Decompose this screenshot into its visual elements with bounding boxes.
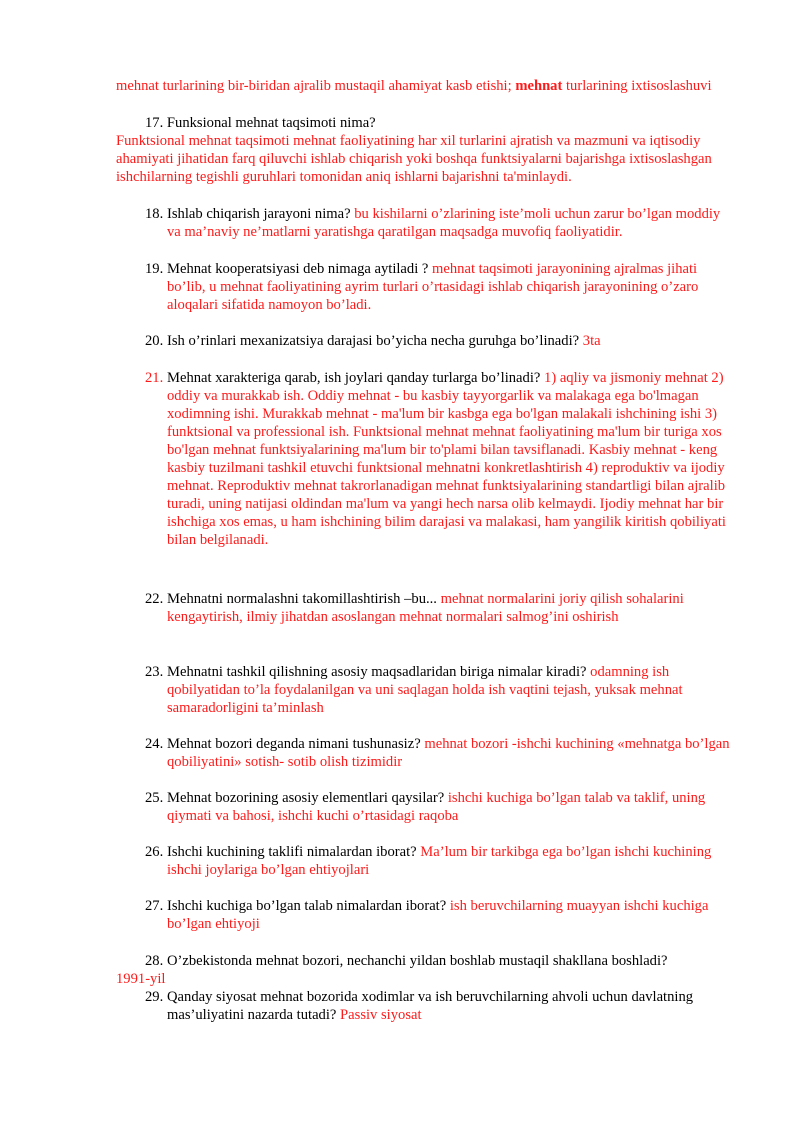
question-text: Ishlab chiqarish jarayoni nima?	[167, 206, 351, 222]
answer-text: Passiv siyosat	[340, 1007, 422, 1023]
answer-text: ishchi kuchiga bo’lgan talab va taklif, uning qiymati va bahosi, ishchi kuchi o’rtasidagi raqoba	[167, 790, 706, 824]
question-23	[167, 663, 737, 717]
question-number: 19.	[145, 261, 164, 277]
question-number: 20.	[145, 333, 164, 349]
answer-text: bu kishilarni o’zlarining iste’moli uchun zarur bo’lgan moddiy va ma’naviy ne’matlarni yaratishga qaratilgan maqsadga muvofiq faoliyatidir.	[167, 206, 721, 240]
question-18	[167, 205, 737, 241]
intro-text-1: mehnat turlarining bir-biridan ajralib mustaqil ahamiyat kasb etishi;	[116, 78, 516, 94]
answer-17: Funktsional mehnat taqsimoti mehnat faoliyatining har xil turlarini ajratish va mazmuni va iqtisodiy ahamiyati jihatidan farq qiluvchi ishlab chiqarish yoki boshqa funktsiyalarni bajarishga ixtisoslashgan ishchilarning tegishli guruhlari tomonidan aniq ishlarni bajarishni ta'minlaydi.	[116, 133, 712, 185]
answer-text: 3ta	[582, 333, 601, 349]
question-number: 22.	[145, 591, 164, 607]
question-text: Mehnat bozorining asosiy elementlari qaysilar?	[167, 790, 445, 806]
answer-text: 1) aqliy va jismoniy mehnat 2) oddiy va murakkab ish. Oddiy mehnat - bu kasbiy tayyorgarlik va malakaga ega bo'lmagan xodimning ishi. Murakkab mehnat - ma'lum bir kasbga ega bo'lgan malakali ishchining ishi 3) funktsional va professional ish. Funktsional mehnat mehnat faoliyatining ma'lum bir turiga xos bo'lgan mehnat funktsiyalarining ma'lum bir to'plami bilan tavsiflanadi. Kasbiy mehnat - keng kasbiy tuzilmani tashkil etuvchi funktsional mehnatni konkretlashtirish 4) reproduktiv va ijodiy mehnat. Reproduktiv mehnat takrorlanadigan mehnat funktsiyalarining standartligi bilan ajralib turadi, uning natijasi oldindan ma'lum va yangi hech narsa olib kelmaydi. Ijodiy mehnat har bir ishchiga xos emas, u ham ishchining bilim darajasi va malakasi, ham yangilik kiritish qobiliyati bilan belgilanadi.	[167, 370, 726, 548]
answer-text: mehnat taqsimoti jarayonining ajralmas jihati bo’lib, u mehnat faoliyatining ayrim turlari o’rtasidagi ishlab chiqarish jarayonining o’zaro aloqalari sifatida namoyon bo’ladi.	[167, 261, 699, 313]
question-20	[167, 332, 737, 350]
question-19	[167, 260, 737, 314]
question-number: 23.	[145, 664, 164, 680]
question-text: Mehnat bozori deganda nimani tushunasiz?	[167, 736, 421, 752]
question-number: 25.	[145, 790, 164, 806]
question-number: 26.	[145, 844, 164, 860]
question-29	[167, 988, 717, 1024]
intro-bold-word: mehnat	[515, 78, 563, 94]
question-text: Ishchi kuchiga bo’lgan talab nimalardan iborat?	[167, 898, 447, 914]
answer-text: Ma’lum bir tarkibga ega bo’lgan ishchi kuchining ishchi joylariga bo’lgan ehtiyojlari	[167, 844, 712, 878]
question-27	[167, 897, 737, 933]
question-number: 27.	[145, 898, 164, 914]
question-text: Mehnatni tashkil qilishning asosiy maqsadlaridan biriga nimalar kiradi?	[167, 664, 587, 680]
question-number: 17.	[145, 115, 164, 131]
question-17	[145, 114, 376, 132]
question-text: Ishchi kuchining taklifi nimalardan iborat?	[167, 844, 417, 860]
answer-28: 1991-yil	[116, 971, 166, 987]
question-text: Funksional mehnat taqsimoti nima?	[166, 115, 376, 131]
question-number: 21.	[145, 370, 164, 386]
answer-text: mehnat bozori -ishchi kuchining «mehnatga bo’lgan qobiliyatini» sotish- sotib olish tizimidir	[167, 736, 730, 770]
question-number: 24.	[145, 736, 164, 752]
question-28: O’zbekistonda mehnat bozori, nechanchi yildan boshlab mustaqil shakllana boshladi?	[167, 953, 668, 969]
question-text: Mehnat xarakteriga qarab, ish joylari qanday turlarga bo’linadi?	[167, 370, 541, 386]
answer-text: ish beruvchilarning muayyan ishchi kuchiga bo’lgan ehtiyoji	[167, 898, 709, 932]
question-21	[167, 369, 737, 549]
question-number: 29.	[145, 989, 164, 1005]
question-25	[167, 789, 737, 825]
question-number: 18.	[145, 206, 164, 222]
question-24	[167, 735, 737, 771]
intro-text-2: turlarining ixtisoslashuvi	[562, 78, 712, 94]
question-text: Qanday siyosat mehnat bozorida xodimlar va ish beruvchilarning ahvoli uchun davlatning mas’uliyatini nazarda tutadi?	[167, 989, 694, 1023]
answer-text: mehnat normalarini joriy qilish sohalarini kengaytirish, ilmiy jihatdan asoslangan mehnat normalari salmog’ini oshirish	[167, 591, 684, 625]
question-text: Mehnatni normalashni takomillashtirish –bu...	[167, 591, 437, 607]
answer-text: odamning ish qobilyatidan to’la foydalanilgan va uni saqlagan holda ish vaqtini tejash, yuksak mehnat samaradorligini ta’minlash	[167, 664, 683, 716]
intro-paragraph	[116, 77, 744, 95]
question-text: Mehnat kooperatsiyasi deb nimaga aytiladi ?	[167, 261, 429, 277]
question-22	[167, 590, 737, 626]
question-number: 28.	[145, 953, 164, 969]
question-text: Ish o’rinlari mexanizatsiya darajasi bo’yicha necha guruhga bo’linadi?	[167, 333, 580, 349]
question-26	[167, 843, 737, 879]
